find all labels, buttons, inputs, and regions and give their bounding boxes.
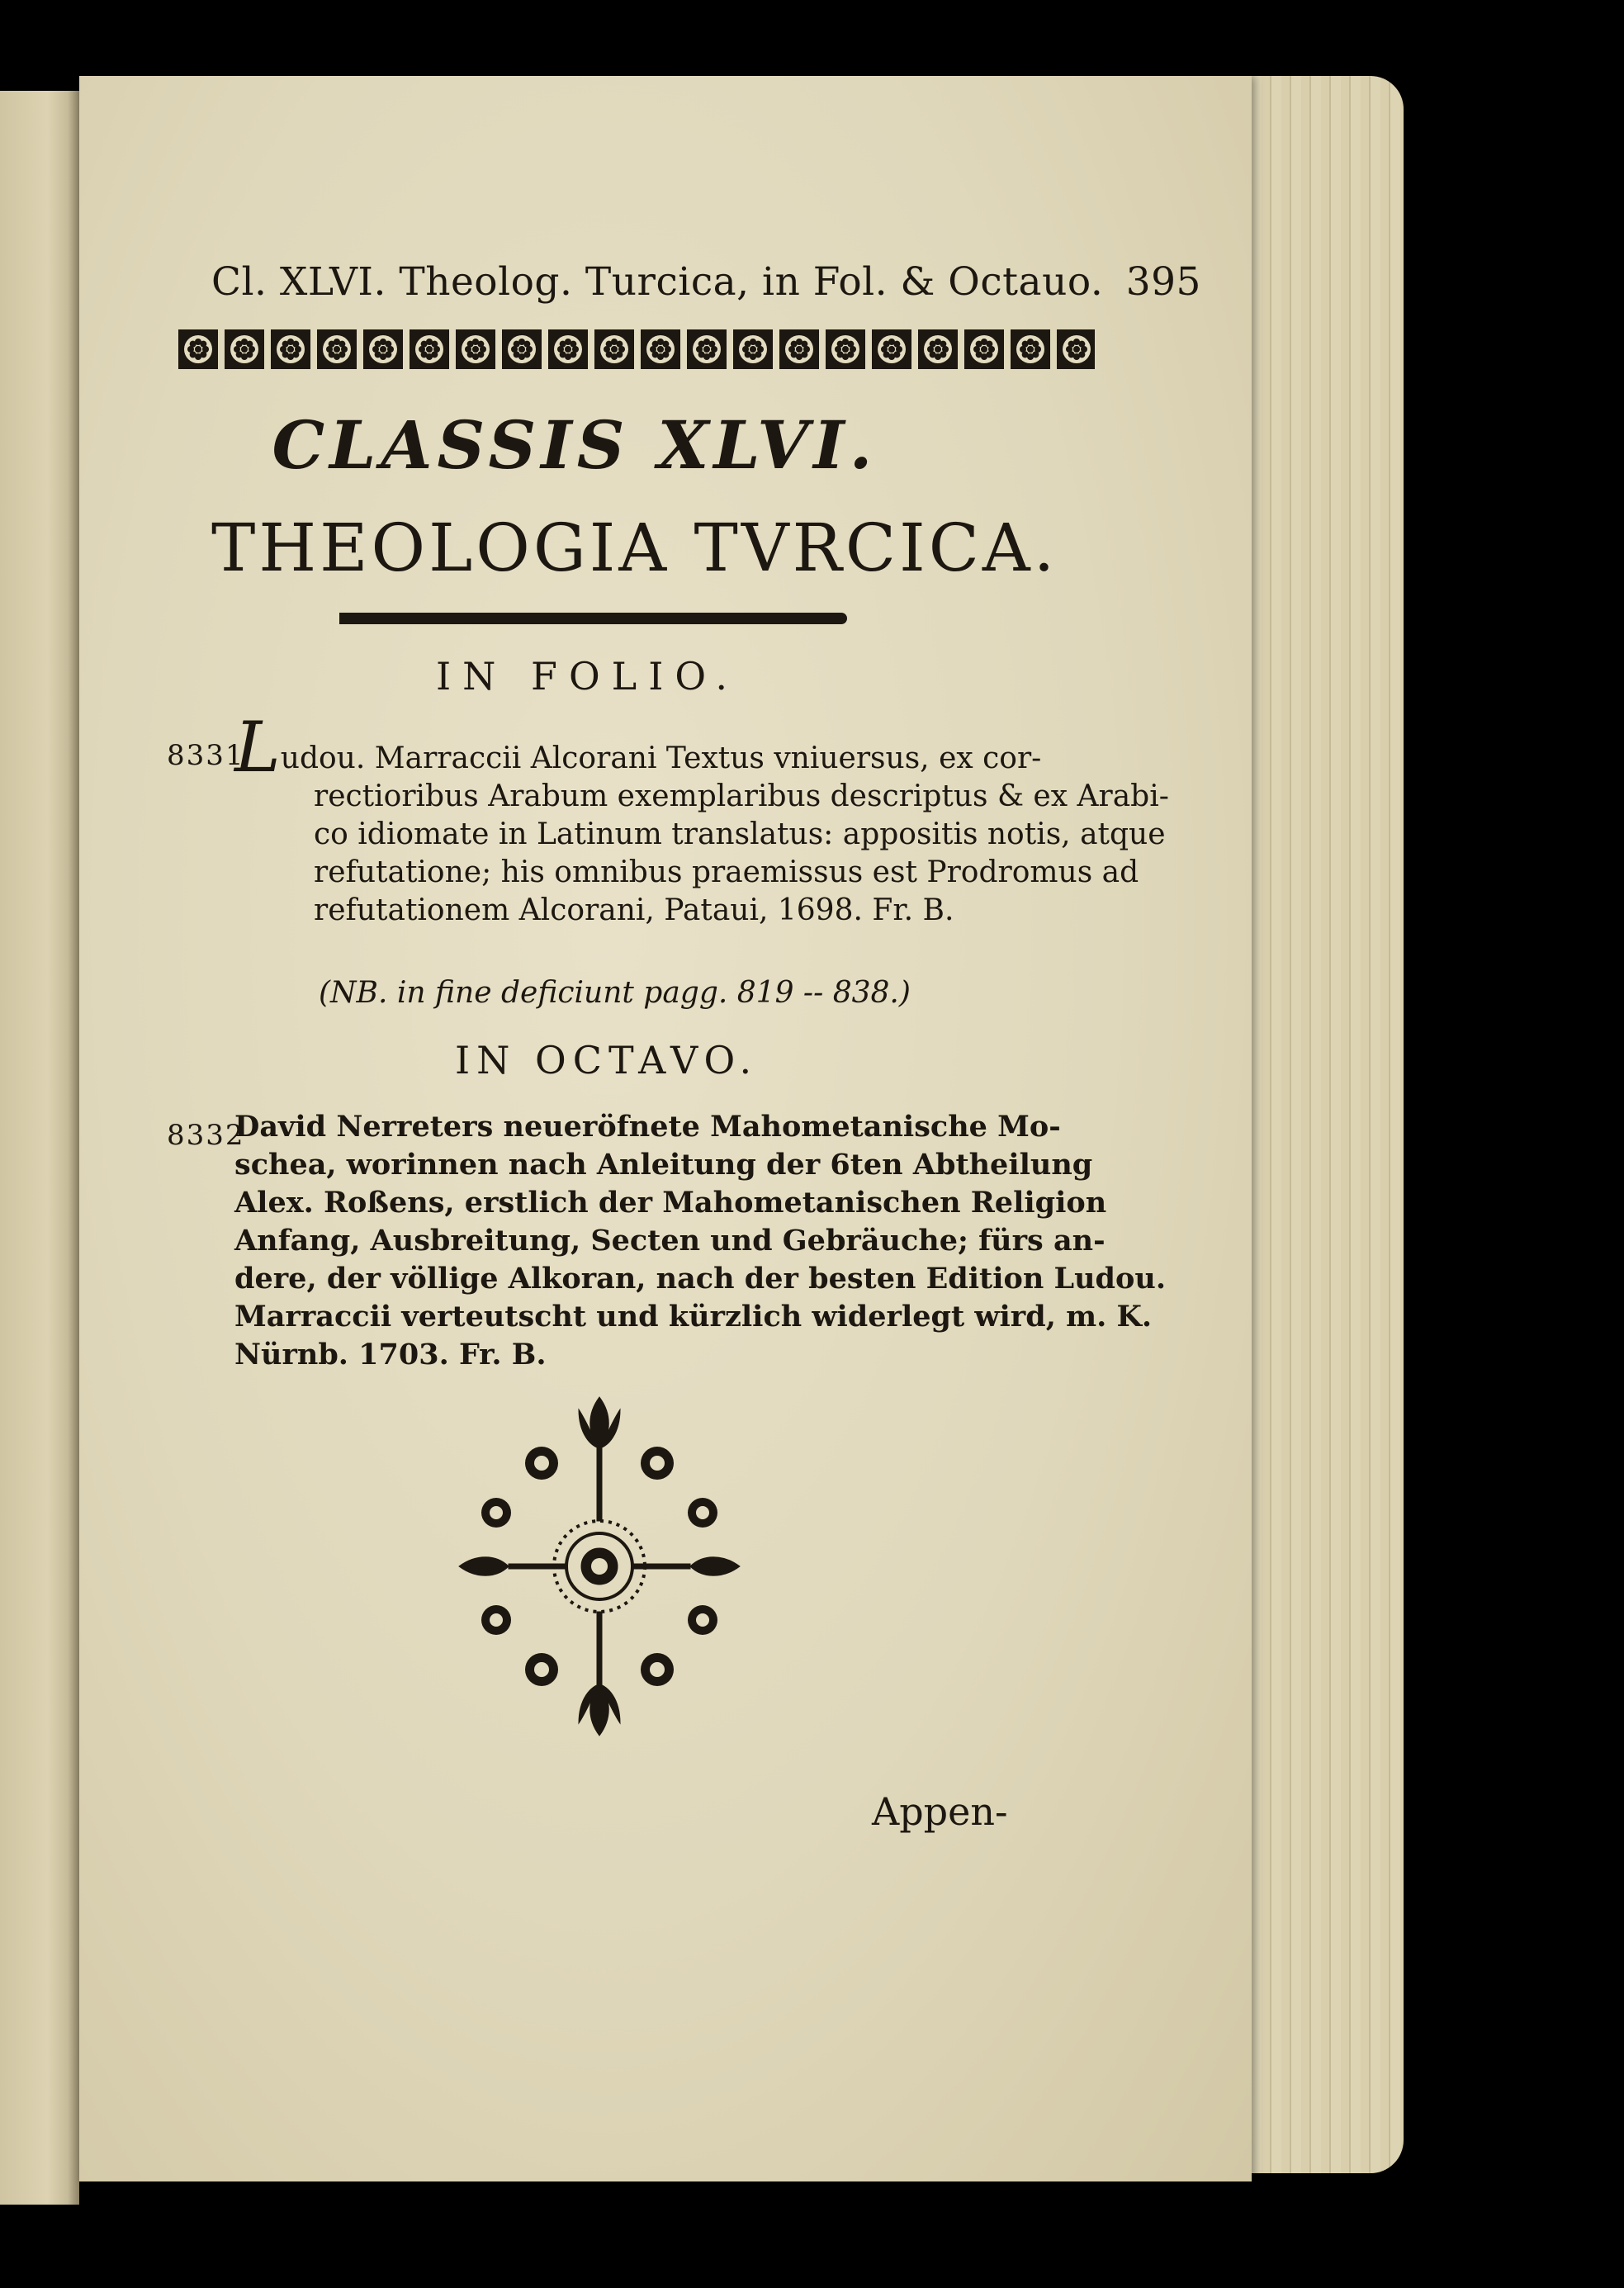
rosette-ornament-icon — [454, 328, 497, 371]
entry-text-line: refutationem Alcorani, Pataui, 1698. Fr. B. — [314, 893, 954, 927]
entry-number: 8332 — [167, 1119, 245, 1152]
entry-text-line: dere, der völlige Alkoran, nach der besten Edition Ludou. — [234, 1262, 1166, 1296]
rosette-ornament-icon — [593, 328, 636, 371]
entry-text-line: Anfang, Ausbreitung, Secten und Gebräuche; fürs an- — [234, 1224, 1106, 1258]
rosette-ornament-icon — [685, 328, 728, 371]
rosette-ornament-icon — [1009, 328, 1052, 371]
section-heading-octavo: IN OCTAVO. — [455, 1038, 759, 1082]
rosette-ornament-icon — [177, 328, 220, 371]
entry-number: 8331 — [167, 739, 245, 772]
entry-text-line: udou. Marraccii Alcorani Textus vniuersus, ex cor- — [280, 741, 1042, 775]
rosette-ornament-icon — [500, 328, 543, 371]
entry-text-line: schea, worinnen nach Anleitung der 6ten Abtheilung — [234, 1148, 1093, 1182]
entry-text-line: David Nerreters neueröfnete Mahometanische Mo- — [234, 1110, 1061, 1144]
rosette-ornament-icon — [269, 328, 312, 371]
rosette-ornament-icon — [824, 328, 867, 371]
rosette-ornament-icon — [408, 328, 451, 371]
rosette-ornament-icon — [778, 328, 821, 371]
fleuron-ornament-icon — [455, 1389, 744, 1744]
book-page — [79, 76, 1252, 2181]
running-head — [211, 259, 1201, 305]
drop-cap: L — [234, 707, 281, 788]
class-title: CLASSIS XLVI. — [272, 406, 878, 484]
facing-page-edge — [0, 91, 79, 2205]
running-head-text: Cl. XLVI. Theolog. Turcica, in Fol. & Octauo. — [211, 259, 1104, 305]
page-number: 395 — [1125, 259, 1201, 305]
rosette-ornament-icon — [916, 328, 959, 371]
ornament-border — [177, 328, 1095, 376]
entry-note: (NB. in fine deficiunt pagg. 819 -- 838.) — [319, 976, 911, 1010]
rosette-ornament-icon — [639, 328, 682, 371]
rosette-ornament-icon — [223, 328, 266, 371]
decorative-rule — [339, 613, 847, 624]
catchword: Appen- — [872, 1789, 1008, 1834]
rosette-ornament-icon — [362, 328, 405, 371]
rosette-ornament-icon — [870, 328, 913, 371]
entry-text-line: Alex. Roßens, erstlich der Mahometanischen Religion — [234, 1186, 1107, 1220]
class-subtitle: THEOLOGIA TVRCICA. — [211, 509, 1058, 586]
entry-text-line: Nürnb. 1703. Fr. B. — [234, 1338, 547, 1371]
entry-text-line: rectioribus Arabum exemplaribus descriptus & ex Arabi- — [314, 779, 1169, 813]
catalog-entry-8332 — [167, 1108, 1166, 1374]
catalog-entry-8331 — [167, 707, 1169, 930]
section-heading-folio: IN FOLIO. — [436, 654, 740, 699]
entry-line — [211, 707, 1103, 788]
rosette-ornament-icon — [732, 328, 774, 371]
entry-text-line: Marraccii verteutscht und kürzlich widerlegt wird, m. K. — [234, 1300, 1153, 1333]
entry-text-line: refutatione; his omnibus praemissus est Prodromus ad — [314, 855, 1139, 889]
rosette-ornament-icon — [1055, 328, 1095, 371]
rosette-ornament-icon — [547, 328, 589, 371]
entry-text-line: co idiomate in Latinum translatus: appositis notis, atque — [314, 817, 1166, 851]
rosette-ornament-icon — [315, 328, 358, 371]
rosette-ornament-icon — [963, 328, 1006, 371]
